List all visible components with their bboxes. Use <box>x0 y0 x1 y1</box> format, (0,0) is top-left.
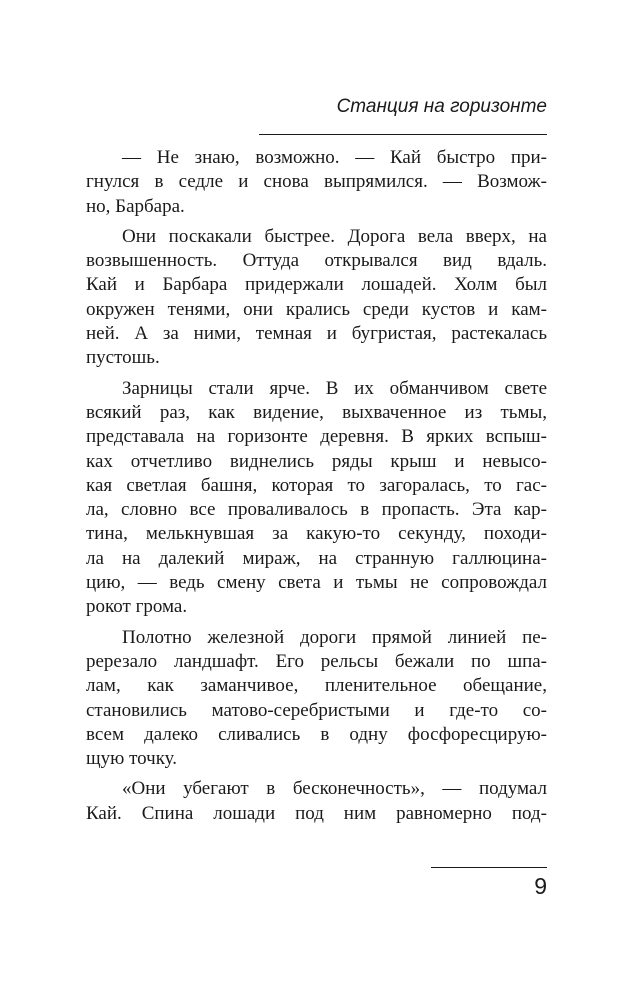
text-line: пустошь. <box>86 347 160 369</box>
text-line: Они поскакали быстрее. Дорога вела вверх, на <box>122 225 547 247</box>
paragraph <box>86 377 547 620</box>
paragraph <box>86 146 547 219</box>
page-number: 9 <box>534 873 547 899</box>
text-line: ней. А за ними, темная и бугристая, растекалась <box>86 323 547 345</box>
text-line: всем далеко сливались в одну фосфоресцирую- <box>86 723 547 745</box>
header-rule <box>259 134 547 135</box>
text-line: гнулся в седле и снова выпрямился. — Возмож- <box>86 171 547 193</box>
text-line: лам, как заманчивое, пленительное обещание, <box>86 675 547 697</box>
text-line: но, Барбара. <box>86 195 185 217</box>
text-line: щую точку. <box>86 748 178 770</box>
text-line: Кай. Спина лошади под ним равномерно под- <box>86 802 547 824</box>
text-line: тина, мелькнувшая за какую-то секунду, походи- <box>86 523 547 545</box>
text-line: рокот грома. <box>86 596 188 618</box>
text-line: ках отчетливо виднелись ряды крыш и невысо- <box>86 450 547 472</box>
text-line: цию, — ведь смену света и тьмы не сопровождал <box>86 572 547 594</box>
text-line: — Не знаю, возможно. — Кай быстро при- <box>122 147 547 168</box>
text-line: Кай и Барбара придержали лошадей. Холм был <box>86 274 547 296</box>
text-line: Полотно железной дороги прямой линией пе- <box>122 626 547 648</box>
text-line: Зарницы стали ярче. В их обманчивом свете <box>122 377 547 399</box>
paragraph <box>86 626 547 772</box>
text-line: всякий раз, как видение, выхваченное из тьмы, <box>86 401 547 423</box>
text-line: ререзало ландшафт. Его рельсы бежали по шпа- <box>86 650 547 672</box>
text-line: ла, словно все проваливалось в пропасть. Эта кар- <box>86 499 547 521</box>
text-line: представала на горизонте деревня. В ярких вспыш- <box>86 426 547 448</box>
paragraph <box>86 225 547 371</box>
footer-rule <box>431 867 547 868</box>
body-text <box>86 146 547 826</box>
text-line: окружен тенями, они крались среди кустов и кам- <box>86 298 547 320</box>
running-head: Станция на горизонте <box>336 96 547 117</box>
text-line: становились матово-серебристыми и где-то со- <box>86 699 547 721</box>
text-line: ла на далекий мираж, на странную галлюцина- <box>86 547 547 569</box>
text-line: возвышенность. Оттуда открывался вид вдаль. <box>86 250 547 272</box>
text-line: кая светлая башня, которая то загоралась, то гас- <box>86 474 547 496</box>
paragraph <box>86 777 547 826</box>
text-line: «Они убегают в бесконечность», — подумал <box>122 778 547 800</box>
